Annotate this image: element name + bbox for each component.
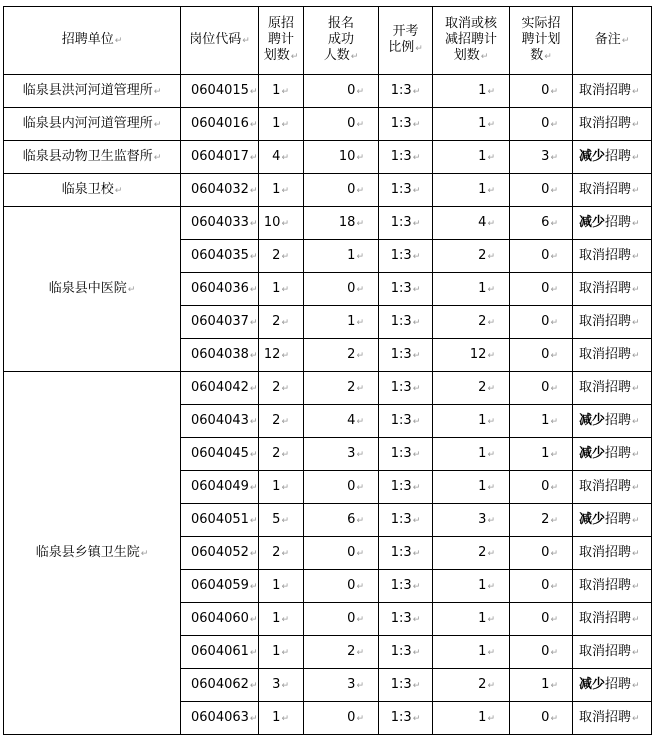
actual-cell: 0↵ — [510, 372, 573, 405]
note-cell: 减少招聘↵ — [573, 405, 652, 438]
unit-cell: 临泉县动物卫生监督所↵ — [4, 141, 181, 174]
ratio-cell: 1:3↵ — [379, 405, 433, 438]
applicants-cell: 0↵ — [304, 273, 379, 306]
actual-cell: 1↵ — [510, 669, 573, 702]
applicants-cell: 6↵ — [304, 504, 379, 537]
applicants-cell: 0↵ — [304, 603, 379, 636]
reduced-cell: 1↵ — [433, 405, 510, 438]
reduced-cell: 12↵ — [433, 339, 510, 372]
actual-cell: 6↵ — [510, 207, 573, 240]
original-cell: 4↵ — [259, 141, 304, 174]
reduced-cell: 1↵ — [433, 141, 510, 174]
note-cell: 取消招聘↵ — [573, 339, 652, 372]
note-cell: 取消招聘↵ — [573, 570, 652, 603]
actual-cell: 0↵ — [510, 75, 573, 108]
reduced-cell: 1↵ — [433, 174, 510, 207]
unit-cell: 临泉县内河河道管理所↵ — [4, 108, 181, 141]
reduced-cell: 4↵ — [433, 207, 510, 240]
header-reduced: 取消或核 减招聘计 划数↵ — [433, 7, 510, 75]
reduced-cell: 2↵ — [433, 537, 510, 570]
applicants-cell: 1↵ — [304, 240, 379, 273]
code-cell: 0604042↵ — [181, 372, 259, 405]
reduced-cell: 1↵ — [433, 636, 510, 669]
ratio-cell: 1:3↵ — [379, 339, 433, 372]
applicants-cell: 0↵ — [304, 75, 379, 108]
actual-cell: 0↵ — [510, 570, 573, 603]
table-row — [4, 207, 652, 240]
reduced-cell: 1↵ — [433, 75, 510, 108]
actual-cell: 0↵ — [510, 273, 573, 306]
header-code: 岗位代码↵ — [181, 7, 259, 75]
code-cell: 0604038↵ — [181, 339, 259, 372]
note-cell: 取消招聘↵ — [573, 471, 652, 504]
header-note: 备注↵ — [573, 7, 652, 75]
actual-cell: 0↵ — [510, 471, 573, 504]
code-cell: 0604060↵ — [181, 603, 259, 636]
code-cell: 0604062↵ — [181, 669, 259, 702]
header-ratio: 开考 比例↵ — [379, 7, 433, 75]
original-cell: 2↵ — [259, 405, 304, 438]
reduced-cell: 2↵ — [433, 306, 510, 339]
original-cell: 1↵ — [259, 174, 304, 207]
header-row — [4, 7, 652, 75]
actual-cell: 0↵ — [510, 537, 573, 570]
original-cell: 1↵ — [259, 570, 304, 603]
ratio-cell: 1:3↵ — [379, 372, 433, 405]
note-cell: 减少招聘↵ — [573, 438, 652, 471]
note-cell: 取消招聘↵ — [573, 537, 652, 570]
applicants-cell: 0↵ — [304, 537, 379, 570]
code-cell: 0604017↵ — [181, 141, 259, 174]
actual-cell: 3↵ — [510, 141, 573, 174]
reduced-cell: 2↵ — [433, 240, 510, 273]
note-cell: 减少招聘↵ — [573, 141, 652, 174]
applicants-cell: 3↵ — [304, 438, 379, 471]
reduced-cell: 1↵ — [433, 702, 510, 735]
code-cell: 0604036↵ — [181, 273, 259, 306]
original-cell: 1↵ — [259, 603, 304, 636]
code-cell: 0604032↵ — [181, 174, 259, 207]
ratio-cell: 1:3↵ — [379, 75, 433, 108]
applicants-cell: 3↵ — [304, 669, 379, 702]
reduced-cell: 2↵ — [433, 669, 510, 702]
ratio-cell: 1:3↵ — [379, 108, 433, 141]
applicants-cell: 4↵ — [304, 405, 379, 438]
table-row — [4, 141, 652, 174]
table-row — [4, 372, 652, 405]
header-actual: 实际招 聘计划 数↵ — [510, 7, 573, 75]
ratio-cell: 1:3↵ — [379, 471, 433, 504]
actual-cell: 1↵ — [510, 405, 573, 438]
code-cell: 0604037↵ — [181, 306, 259, 339]
original-cell: 12↵ — [259, 339, 304, 372]
actual-cell: 0↵ — [510, 702, 573, 735]
note-cell: 减少招聘↵ — [573, 504, 652, 537]
ratio-cell: 1:3↵ — [379, 174, 433, 207]
original-cell: 2↵ — [259, 240, 304, 273]
applicants-cell: 0↵ — [304, 570, 379, 603]
code-cell: 0604045↵ — [181, 438, 259, 471]
original-cell: 2↵ — [259, 438, 304, 471]
code-cell: 0604051↵ — [181, 504, 259, 537]
applicants-cell: 0↵ — [304, 471, 379, 504]
note-cell: 取消招聘↵ — [573, 636, 652, 669]
ratio-cell: 1:3↵ — [379, 669, 433, 702]
unit-cell: 临泉县中医院↵ — [4, 207, 181, 372]
note-cell: 取消招聘↵ — [573, 108, 652, 141]
actual-cell: 0↵ — [510, 636, 573, 669]
code-cell: 0604049↵ — [181, 471, 259, 504]
ratio-cell: 1:3↵ — [379, 702, 433, 735]
note-cell: 取消招聘↵ — [573, 273, 652, 306]
header-unit: 招聘单位↵ — [4, 7, 181, 75]
unit-cell: 临泉卫校↵ — [4, 174, 181, 207]
applicants-cell: 0↵ — [304, 174, 379, 207]
applicants-cell: 18↵ — [304, 207, 379, 240]
ratio-cell: 1:3↵ — [379, 570, 433, 603]
applicants-cell: 1↵ — [304, 306, 379, 339]
note-cell: 取消招聘↵ — [573, 75, 652, 108]
code-cell: 0604016↵ — [181, 108, 259, 141]
applicants-cell: 2↵ — [304, 339, 379, 372]
reduced-cell: 1↵ — [433, 108, 510, 141]
code-cell: 0604043↵ — [181, 405, 259, 438]
applicants-cell: 2↵ — [304, 372, 379, 405]
header-original: 原招 聘计 划数↵ — [259, 7, 304, 75]
note-cell: 减少招聘↵ — [573, 207, 652, 240]
applicants-cell: 2↵ — [304, 636, 379, 669]
applicants-cell: 0↵ — [304, 702, 379, 735]
original-cell: 1↵ — [259, 471, 304, 504]
note-cell: 取消招聘↵ — [573, 174, 652, 207]
reduced-cell: 2↵ — [433, 372, 510, 405]
code-cell: 0604033↵ — [181, 207, 259, 240]
reduced-cell: 1↵ — [433, 438, 510, 471]
original-cell: 2↵ — [259, 306, 304, 339]
code-cell: 0604061↵ — [181, 636, 259, 669]
reduced-cell: 1↵ — [433, 570, 510, 603]
table-row — [4, 75, 652, 108]
actual-cell: 0↵ — [510, 306, 573, 339]
actual-cell: 0↵ — [510, 240, 573, 273]
note-cell: 取消招聘↵ — [573, 306, 652, 339]
ratio-cell: 1:3↵ — [379, 141, 433, 174]
reduced-cell: 3↵ — [433, 504, 510, 537]
reduced-cell: 1↵ — [433, 471, 510, 504]
ratio-cell: 1:3↵ — [379, 636, 433, 669]
applicants-cell: 0↵ — [304, 108, 379, 141]
note-cell: 取消招聘↵ — [573, 372, 652, 405]
unit-cell: 临泉县乡镇卫生院↵ — [4, 372, 181, 735]
original-cell: 2↵ — [259, 372, 304, 405]
reduced-cell: 1↵ — [433, 273, 510, 306]
note-cell: 减少招聘↵ — [573, 669, 652, 702]
actual-cell: 2↵ — [510, 504, 573, 537]
ratio-cell: 1:3↵ — [379, 438, 433, 471]
actual-cell: 0↵ — [510, 603, 573, 636]
code-cell: 0604063↵ — [181, 702, 259, 735]
ratio-cell: 1:3↵ — [379, 240, 433, 273]
original-cell: 1↵ — [259, 636, 304, 669]
code-cell: 0604059↵ — [181, 570, 259, 603]
reduced-cell: 1↵ — [433, 603, 510, 636]
original-cell: 1↵ — [259, 108, 304, 141]
recruitment-table — [3, 6, 652, 735]
actual-cell: 0↵ — [510, 174, 573, 207]
header-applicants: 报名 成功 人数↵ — [304, 7, 379, 75]
original-cell: 2↵ — [259, 537, 304, 570]
table-row — [4, 108, 652, 141]
unit-cell: 临泉县洪河河道管理所↵ — [4, 75, 181, 108]
ratio-cell: 1:3↵ — [379, 603, 433, 636]
code-cell: 0604052↵ — [181, 537, 259, 570]
ratio-cell: 1:3↵ — [379, 537, 433, 570]
note-cell: 取消招聘↵ — [573, 603, 652, 636]
note-cell: 取消招聘↵ — [573, 240, 652, 273]
table-row — [4, 174, 652, 207]
original-cell: 1↵ — [259, 75, 304, 108]
original-cell: 1↵ — [259, 273, 304, 306]
code-cell: 0604035↵ — [181, 240, 259, 273]
original-cell: 5↵ — [259, 504, 304, 537]
ratio-cell: 1:3↵ — [379, 504, 433, 537]
original-cell: 1↵ — [259, 702, 304, 735]
applicants-cell: 10↵ — [304, 141, 379, 174]
code-cell: 0604015↵ — [181, 75, 259, 108]
original-cell: 3↵ — [259, 669, 304, 702]
ratio-cell: 1:3↵ — [379, 207, 433, 240]
original-cell: 10↵ — [259, 207, 304, 240]
actual-cell: 0↵ — [510, 108, 573, 141]
note-cell: 取消招聘↵ — [573, 702, 652, 735]
actual-cell: 0↵ — [510, 339, 573, 372]
actual-cell: 1↵ — [510, 438, 573, 471]
ratio-cell: 1:3↵ — [379, 306, 433, 339]
ratio-cell: 1:3↵ — [379, 273, 433, 306]
